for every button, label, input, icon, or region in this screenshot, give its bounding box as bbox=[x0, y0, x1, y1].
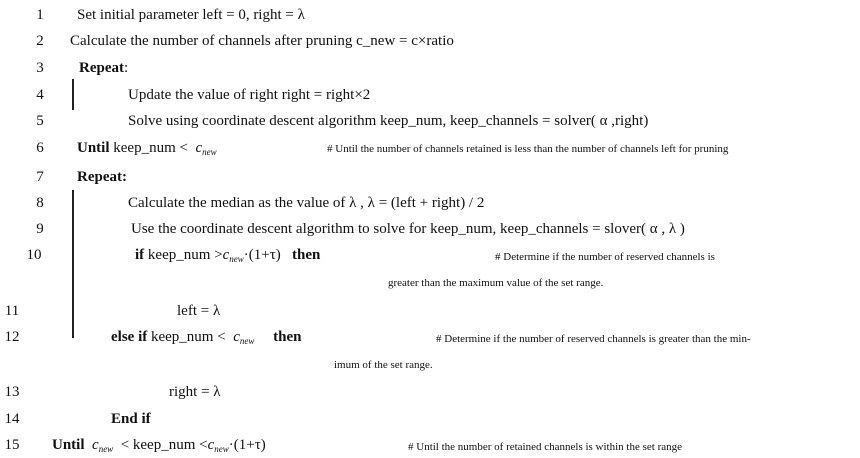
line-number-10: 10 bbox=[26, 247, 42, 263]
var-c: c bbox=[233, 329, 240, 345]
var-c: c bbox=[92, 437, 99, 453]
line-number-9: 9 bbox=[36, 221, 44, 237]
factor: ·(1+τ) bbox=[243, 247, 281, 263]
condition: keep_num > bbox=[147, 247, 223, 263]
comment-line-10-cont: greater than the maximum value of the set range. bbox=[388, 277, 604, 289]
line-number-15: 15 bbox=[4, 437, 20, 453]
line-number-1: 1 bbox=[36, 7, 44, 23]
keyword-then: then bbox=[273, 329, 302, 345]
var-sub: new bbox=[229, 254, 244, 264]
line-1: Set initial parameter left = 0, right = λ bbox=[77, 7, 305, 23]
comment-line-10: # Determine if the number of reserved channels is bbox=[495, 251, 715, 263]
line-number-4: 4 bbox=[36, 87, 44, 103]
line-number-12: 12 bbox=[4, 329, 20, 345]
line-8: Calculate the median as the value of λ , λ = (left + right) / 2 bbox=[128, 195, 485, 211]
line-5: Solve using coordinate descent algorithm keep_num, keep_channels = solver( α ,right) bbox=[128, 113, 649, 129]
line-11: left = λ bbox=[177, 303, 221, 319]
line-number-8: 8 bbox=[36, 195, 44, 211]
var-c: c bbox=[222, 247, 230, 263]
colon: : bbox=[124, 60, 129, 76]
line-number-2: 2 bbox=[36, 33, 44, 49]
line-6 bbox=[77, 139, 217, 161]
comment-line-12-cont: imum of the set range. bbox=[334, 359, 433, 371]
var-c: c bbox=[195, 140, 203, 156]
line-7: Repeat: bbox=[77, 169, 127, 185]
condition: keep_num < bbox=[113, 140, 188, 156]
var-sub: new bbox=[214, 444, 229, 454]
line-number-5: 5 bbox=[36, 113, 44, 129]
line-number-11: 11 bbox=[4, 303, 20, 319]
keyword-until: Until bbox=[52, 437, 85, 453]
line-3 bbox=[79, 59, 128, 77]
line-2: Calculate the number of channels after pruning c_new = c×ratio bbox=[70, 33, 454, 49]
condition: < keep_num < bbox=[120, 437, 208, 453]
keyword-then: then bbox=[292, 247, 321, 263]
line-15 bbox=[52, 436, 266, 458]
var-sub: new bbox=[239, 336, 255, 346]
factor: ·(1+τ) bbox=[228, 437, 266, 453]
line-4: Update the value of right right = right×2 bbox=[128, 87, 371, 103]
line-10 bbox=[135, 246, 320, 268]
var-c: c bbox=[207, 437, 215, 453]
line-13: right = λ bbox=[169, 384, 221, 400]
var-sub: new bbox=[98, 444, 114, 454]
line-number-7: 7 bbox=[36, 169, 44, 185]
keyword-until: Until bbox=[77, 140, 110, 156]
line-number-6: 6 bbox=[36, 140, 44, 156]
line-number-13: 13 bbox=[4, 384, 20, 400]
keyword-repeat: Repeat bbox=[79, 60, 124, 76]
var-sub: new bbox=[202, 147, 217, 157]
line-12 bbox=[111, 328, 301, 350]
line-9: Use the coordinate descent algorithm to solve for keep_num, keep_channels = slover( α , λ ) bbox=[131, 221, 685, 237]
comment-line-12: # Determine if the number of reserved channels is greater than the min- bbox=[436, 333, 751, 345]
keyword-if: if bbox=[135, 247, 145, 263]
condition: keep_num < bbox=[150, 329, 226, 345]
repeat-block-bar-2 bbox=[72, 190, 74, 338]
repeat-block-bar-1 bbox=[72, 79, 74, 110]
comment-line-6: # Until the number of channels retained is less than the number of channels left for pruning bbox=[327, 143, 729, 155]
line-number-3: 3 bbox=[36, 60, 44, 76]
line-number-14: 14 bbox=[4, 411, 20, 427]
line-14: End if bbox=[111, 411, 151, 427]
keyword-else-if: else if bbox=[111, 329, 148, 345]
comment-line-15: # Until the number of retained channels is within the set range bbox=[408, 441, 683, 453]
